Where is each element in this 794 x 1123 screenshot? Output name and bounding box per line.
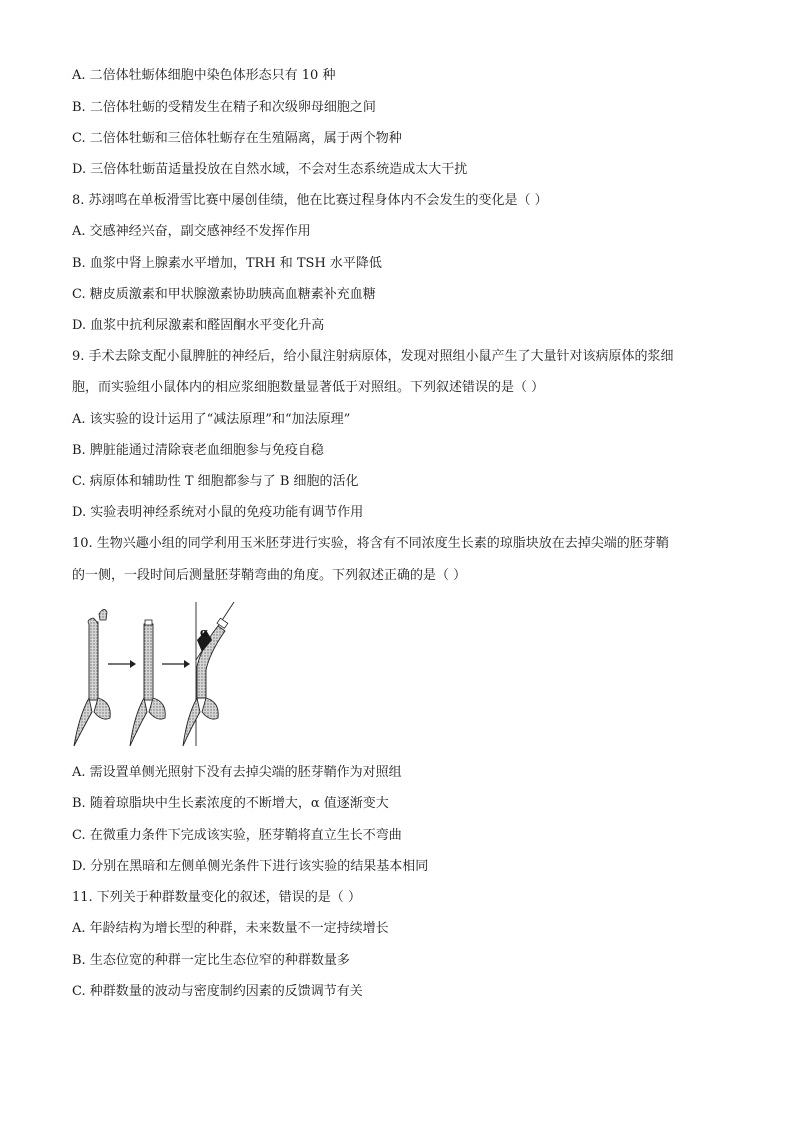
seedling-1-top [88,618,98,624]
q8-option-d: D. 血浆中抗利尿激素和醛固酮水平变化升高 [72,318,325,333]
q9-option-d: D. 实验表明神经系统对小鼠的免疫功能有调节作用 [72,505,364,520]
q10-option-d: D. 分别在黑暗和左侧单侧光条件下进行该实验的结果基本相同 [72,859,429,874]
q11-option-a: A. 年龄结构为增长型的种群，未来数量不一定持续增长 [72,921,389,936]
q10-option-b: B. 随着琼脂块中生长素浓度的不断增大，α 值逐渐变大 [72,796,389,811]
q7-option-c: C. 二倍体牡蛎和三倍体牡蛎存在生殖隔离，属于两个物种 [72,131,402,146]
coleoptile-figure [66,598,256,750]
q9-stem-line1: 9. 手术去除支配小鼠脾脏的神经后，给小鼠注射病原体，发现对照组小鼠产生了大量针对该病原体的浆细 [72,349,674,364]
q7-option-d: D. 三倍体牡蛎苗适量投放在自然水域，不会对生态系统造成太大干扰 [72,162,468,177]
q11-option-b: B. 生态位宽的种群一定比生态位窄的种群数量多 [72,953,350,968]
q10-stem-line2: 的一侧，一段时间后测量胚芽鞘弯曲的角度。下列叙述正确的是（ ） [72,568,467,583]
seedling-3-root [183,698,200,746]
q10-stem-line1: 10. 生物兴趣小组的同学利用玉米胚芽进行实验，将含有不同浓度生长素的琼脂块放在去掉尖端的胚芽鞘 [72,536,669,551]
seedling-1-root [74,698,92,746]
q11-stem: 11. 下列关于种群数量变化的叙述，错误的是（ ） [72,890,361,905]
seedling-1-stem [89,622,98,700]
seedling-3-seed [202,698,218,719]
seedling-2-cut-top [145,620,152,625]
arrow-2 [162,660,190,668]
seedling-2 [130,620,165,746]
arrow-1 [108,660,136,668]
q10-option-c: C. 在微重力条件下完成该实验，胚芽鞘将直立生长不弯曲 [72,828,402,843]
q7-option-b: B. 二倍体牡蛎的受精发生在精子和次级卵母细胞之间 [72,100,376,115]
seedling-1 [74,609,110,746]
seedling-2-root [130,698,147,746]
seedling-2-seed [149,698,165,719]
angle-label: α [200,626,209,639]
q9-stem-line2: 胞，而实验组小鼠体内的相应浆细胞数量显著低于对照组。下列叙述错误的是（ ） [72,380,545,395]
q11-option-c: C. 种群数量的波动与密度制约因素的反馈调节有关 [72,984,363,999]
q8-option-b: B. 血浆中肾上腺素水平增加，TRH 和 TSH 水平降低 [72,256,382,271]
seedling-1-tip [99,609,107,620]
q8-option-a: A. 交感神经兴奋，副交感神经不发挥作用 [72,224,311,239]
seedling-1-seed [94,698,110,719]
q8-option-c: C. 糖皮质激素和甲状腺激素协助胰高血糖素补充血糖 [72,287,376,302]
q9-option-b: B. 脾脏能通过清除衰老血细胞参与免疫自稳 [72,443,324,458]
q10-option-a: A. 需设置单侧光照射下没有去掉尖端的胚芽鞘作为对照组 [72,765,402,780]
q7-option-a: A. 二倍体牡蛎体细胞中染色体形态只有 10 种 [72,68,336,83]
q9-option-c: C. 病原体和辅助性 T 细胞都参与了 B 细胞的活化 [72,474,359,489]
q9-option-a: A. 该实验的设计运用了“减法原理”和“加法原理” [72,412,351,427]
seedling-2-stem [144,624,153,700]
seedling-3 [183,602,234,746]
q8-stem: 8. 苏翊鸣在单板滑雪比赛中屡创佳绩，他在比赛过程身体内不会发生的变化是（ ） [72,193,548,208]
